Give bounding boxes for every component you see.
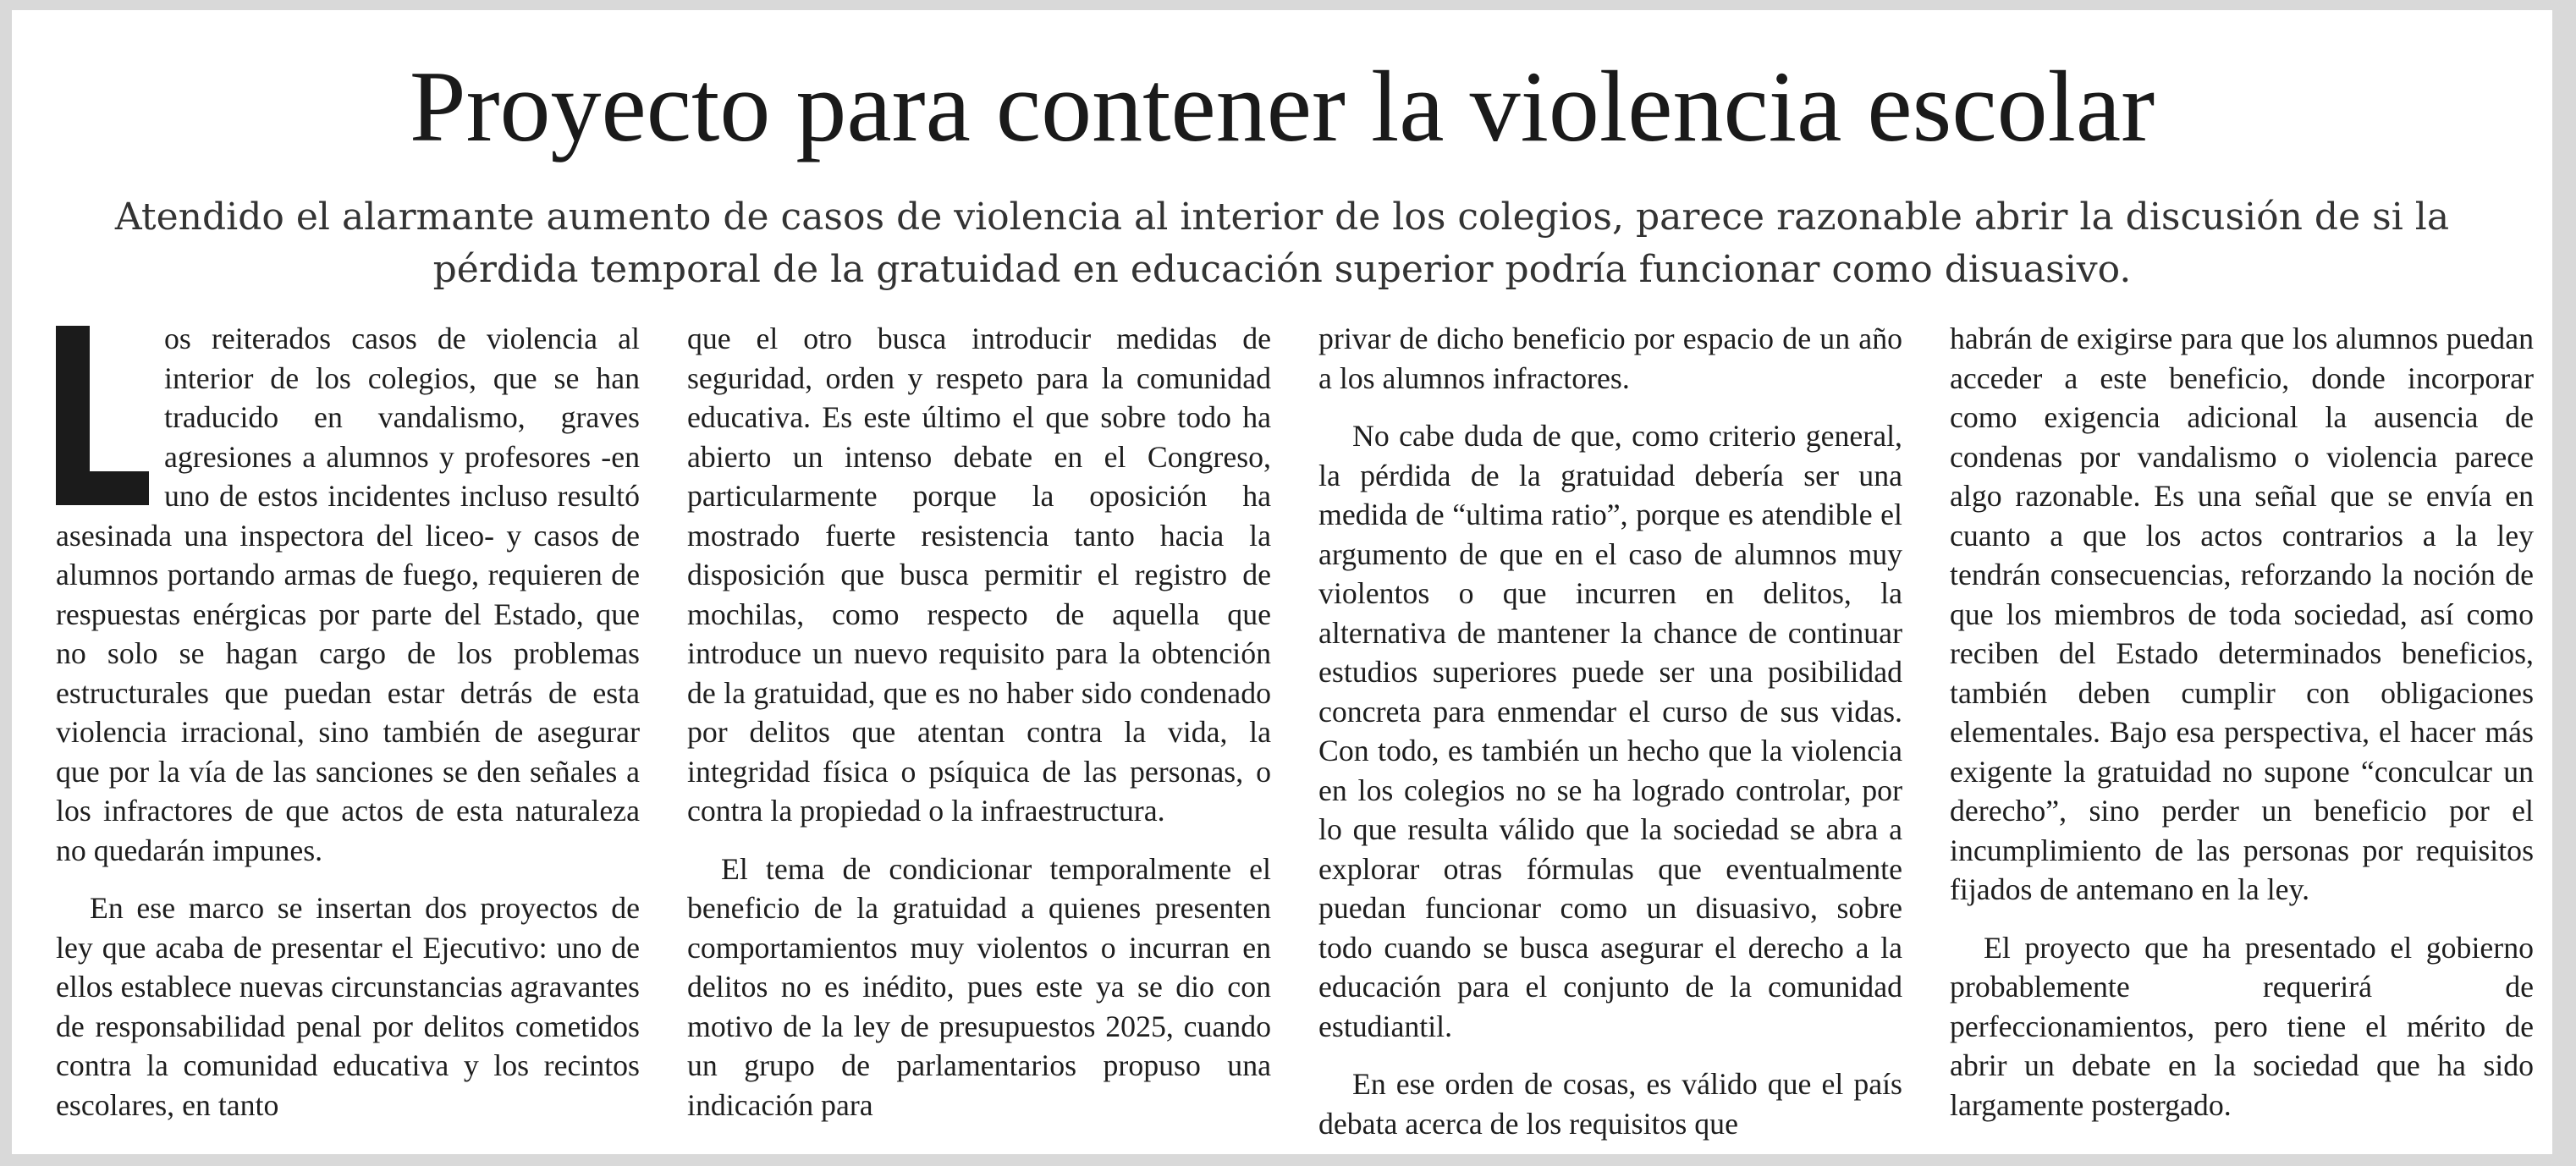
- paragraph: El tema de condicionar temporalmente el beneficio de la gratuidad a quienes presenten comportamientos muy violentos o incurran en delitos no es inédito, pues este ya se dio con motivo de la ley de presupuestos 2025, cuando un grupo de parlamentarios propuso una indicación para: [687, 851, 1271, 1122]
- article-column-3: [1318, 319, 1902, 1144]
- paragraph: El proyecto que ha presentado el gobierno probablemente requerirá de perfeccionamientos, pero tiene el mérito de abrir un debate en la sociedad que ha sido largamente postergado.: [1950, 930, 2534, 1122]
- paragraph: que el otro busca introducir medidas de seguridad, orden y respeto para la comunidad educativa. Es este último el que sobre todo ha abierto un intenso debate en el Congreso, particularmente porque la oposición ha mostrado fuerte resistencia tanto hacia la disposición que busca permitir el registro de mochilas, como respecto de aquella que introduce un nuevo requisito para la obtención de la gratuidad, que es no haber sido condenado por delitos que atentan contra la vida, la integridad física o psíquica de las personas, o contra la propiedad o la infraestructura.: [687, 322, 1271, 828]
- paragraph: En ese marco se insertan dos proyectos de ley que acaba de presentar el Ejecutivo: uno de ellos establece nuevas circunstancias agravantes de responsabilidad penal por delitos cometidos contra la comunidad educativa y los recintos escolares, en tanto: [56, 891, 640, 1122]
- paragraph: os reiterados casos de violencia al interior de los colegios, que se han traducido en vandalismo, graves agresiones a alumnos y profesores -en uno de estos incidentes incluso resultó asesinada una inspectora del liceo- y casos de alumnos portando armas de fuego, requieren de respuestas enérgicas por parte del Estado, que no solo se hagan cargo de los problemas estructurales que puedan estar detrás de esta violencia irracional, sino también de asegurar que por la vía de las sanciones se den señales a los infractores de que actos de esta naturaleza no quedarán impunes.: [56, 322, 640, 867]
- deck-subheading: Atendido el alarmante aumento de casos de violencia al interior de los colegios, parece razonable abrir la discusión de si la pérdida temporal de la gratuidad en educación superior podría funcionar como disuasivo.: [114, 195, 2450, 291]
- paragraph: habrán de exigirse para que los alumnos puedan acceder a este beneficio, donde incorporar como exigencia adicional la ausencia de condenas por vandalismo o violencia parece algo razonable. Es una señal que se envía en cuanto a que los actos contrarios a la ley tendrán consecuencias, reforzando la noción de que los miembros de toda sociedad, así como reciben del Estado determinados beneficios, también deben cumplir con obligaciones elementales. Bajo esa perspectiva, el hacer más exigente la gratuidad no supone “conculcar un derecho”, sino perder un beneficio por el incumplimiento de las personas por requisitos fijados de antemano en la ley.: [1950, 322, 2534, 906]
- article-column-2: [687, 319, 1271, 1144]
- dropcap-foot: [56, 471, 149, 505]
- dropcap-letter: [56, 326, 149, 505]
- newspaper-page: [12, 10, 2552, 1154]
- article-column-1: [56, 319, 640, 1144]
- paragraph: En ese orden de cosas, es válido que el país debata acerca de los requisitos que: [1318, 1067, 1902, 1141]
- paragraph: privar de dicho beneficio por espacio de un año a los alumnos infractores.: [1318, 322, 1902, 395]
- headline: Proyecto para contener la violencia escolar: [409, 50, 2155, 162]
- paragraph: No cabe duda de que, como criterio general, la pérdida de la gratuidad debería ser una medida de “ultima ratio”, porque es atendible el argumento de que en el caso de alumnos muy violentos o que incurren en delitos, la alternativa de mantener la chance de continuar estudios superiores puede ser una posibilidad concreta para enmendar el curso de sus vidas. Con todo, es también un hecho que la violencia en los colegios no se ha logrado controlar, por lo que resulta válido que la sociedad se abra a explorar otras fórmulas que eventualmente puedan funcionar como un disuasivo, sobre todo cuando se busca asegurar el derecho a la educación para el conjunto de la comunidad estudiantil.: [1318, 419, 1902, 1043]
- article-column-4: [1950, 319, 2534, 1144]
